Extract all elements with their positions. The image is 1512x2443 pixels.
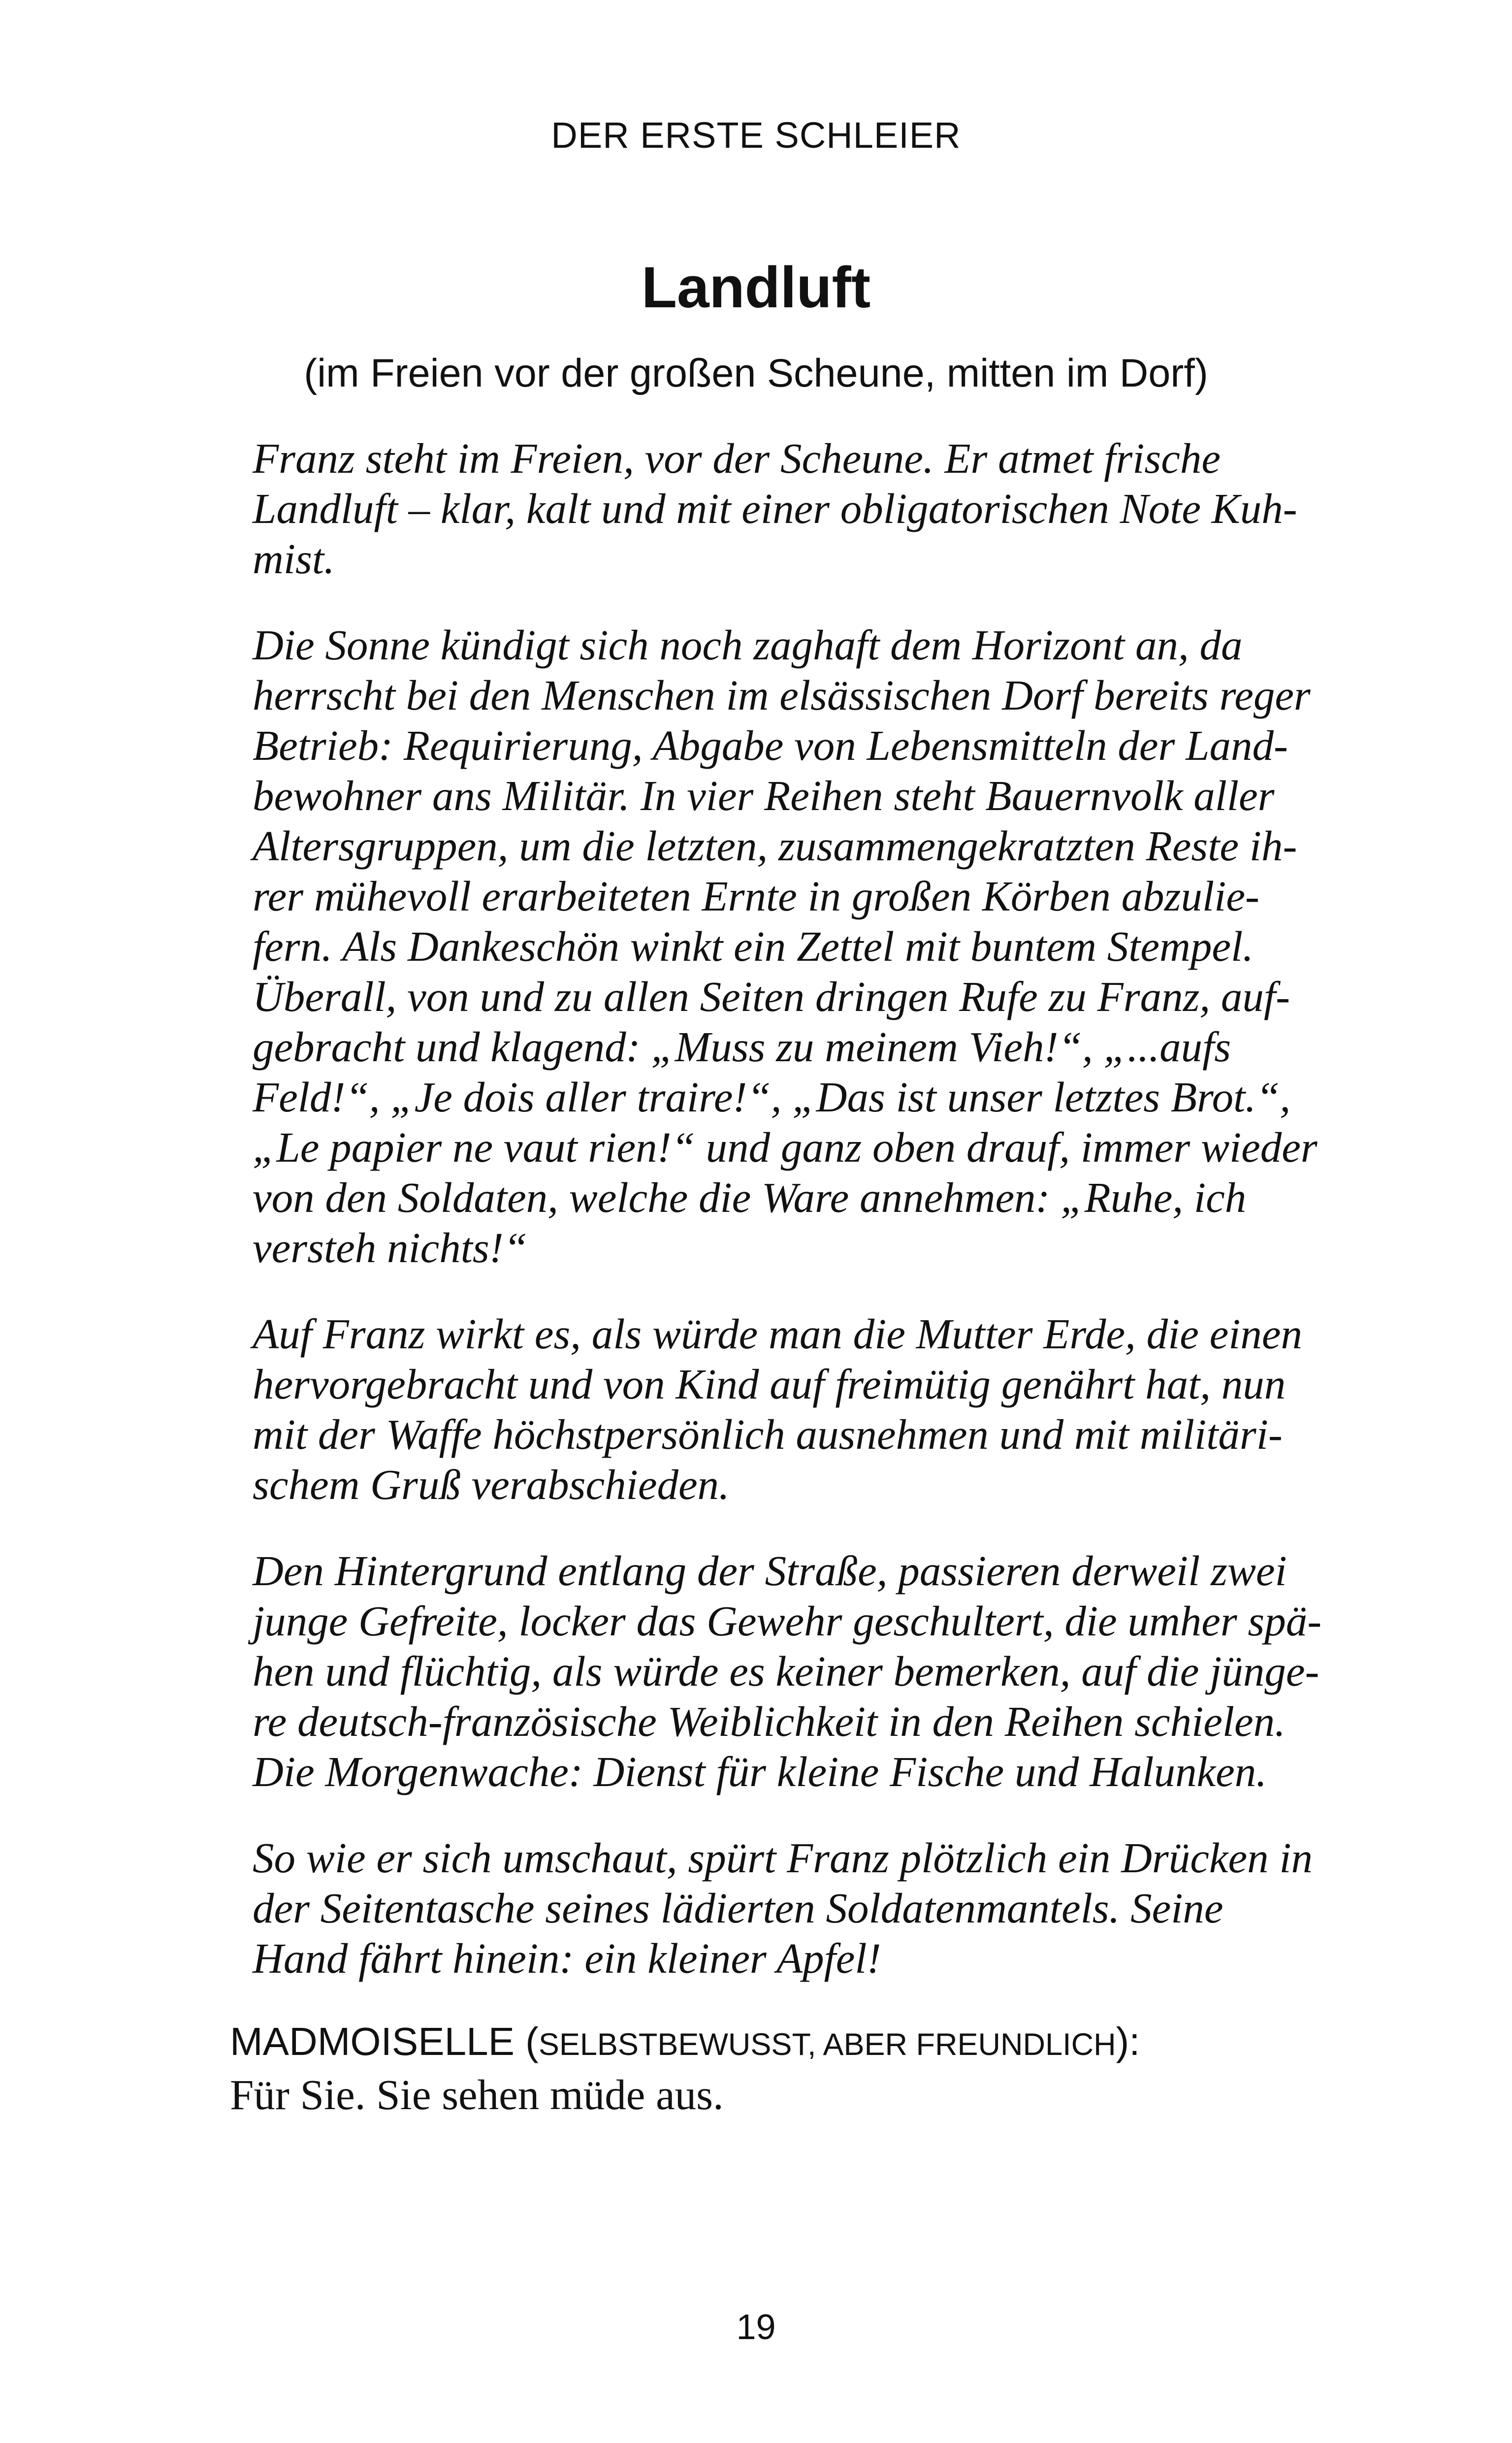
text-line: mist. [253, 535, 335, 583]
stage-direction-paragraph [253, 1309, 1336, 1510]
page-number: 19 [736, 2308, 776, 2347]
text-line: Landluft – klar, kalt und mit einer obligatorischen Note Kuh- [253, 485, 1297, 532]
text-line: mit der Waffe höchstpersönlich ausnehmen und mit militäri- [253, 1410, 1283, 1458]
text-line: Altersgruppen, um die letzten, zusammengekratzten Reste ih- [253, 822, 1297, 870]
scene-title: Landluft [641, 255, 871, 320]
speaker-direction: SELBSTBEWUSST, ABER FREUNDLICH [538, 2027, 1116, 2062]
stage-direction-paragraph [253, 1546, 1336, 1797]
text-line: gebracht und klagend: „Muss zu meinem Vieh!“, „...aufs [253, 1023, 1231, 1071]
text-line: von den Soldaten, welche die Ware annehmen: „Ruhe, ich [253, 1173, 1247, 1221]
scene-setting: (im Freien vor der großen Scheune, mitten im Dorf) [304, 351, 1208, 395]
text-line: versteh nichts!“ [253, 1224, 528, 1271]
text-line: re deutsch-französische Weiblichkeit in den Reihen schielen. [253, 1697, 1286, 1745]
text-line: So wie er sich umschaut, spürt Franz plötzlich ein Drücken in [253, 1834, 1313, 1882]
text-line: bewohner ans Militär. In vier Reihen steht Bauernvolk aller [253, 772, 1275, 819]
text-line: Die Sonne kündigt sich noch zaghaft dem Horizont an, da [253, 621, 1243, 669]
text-line: der Seitentasche seines lädierten Soldatenmantels. Seine [253, 1884, 1223, 1932]
text-line: Feld!“, „Je dois aller traire!“, „Das ist unser letztes Brot.“, [253, 1073, 1291, 1121]
text-line: Franz steht im Freien, vor der Scheune. Er atmet frische [253, 434, 1221, 482]
text-line: Auf Franz wirkt es, als würde man die Mutter Erde, die einen [253, 1310, 1303, 1358]
stage-directions [253, 433, 1336, 2020]
dialogue-text: Für Sie. Sie sehen müde aus. [230, 2071, 724, 2118]
text-line: hervorgebracht und von Kind auf freimütig genährt hat, nun [253, 1360, 1286, 1408]
direction-close: ): [1116, 2020, 1140, 2063]
text-line: Hand fährt hinein: ein kleiner Apfel! [253, 1934, 881, 1982]
running-head: DER ERSTE SCHLEIER [551, 115, 961, 156]
text-line: Den Hintergrund entlang der Straße, passieren derweil zwei [253, 1547, 1287, 1595]
speaker-name: MADMOISELLE [230, 2020, 515, 2063]
speech-block [230, 2017, 1338, 2120]
text-line: Überall, von und zu allen Seiten dringen Rufe zu Franz, auf- [253, 973, 1290, 1020]
direction-open: ( [514, 2020, 539, 2063]
stage-direction-paragraph [253, 1833, 1336, 1984]
text-line: junge Gefreite, locker das Gewehr geschultert, die umher spä- [253, 1597, 1322, 1645]
stage-direction-paragraph [253, 620, 1336, 1273]
text-line: Die Morgenwache: Dienst für kleine Fische und Halunken. [253, 1748, 1267, 1795]
text-line: herrscht bei den Menschen im elsässischen Dorf bereits reger [253, 671, 1311, 719]
text-line: schem Gruß verabschieden. [253, 1461, 730, 1508]
text-line: Betrieb: Requirierung, Abgabe von Lebensmitteln der Land- [253, 721, 1288, 769]
text-line: fern. Als Dankeschön winkt ein Zettel mit buntem Stempel. [253, 922, 1254, 970]
text-line: rer mühevoll erarbeiteten Ernte in großen Körben abzulie- [253, 872, 1259, 920]
text-line: hen und flüchtig, als würde es keiner bemerken, auf die jünge- [253, 1647, 1319, 1695]
speaker-line [230, 2017, 1338, 2070]
text-line: „Le papier ne vaut rien!“ und ganz oben drauf, immer wieder [253, 1123, 1318, 1171]
stage-direction-paragraph [253, 433, 1336, 584]
